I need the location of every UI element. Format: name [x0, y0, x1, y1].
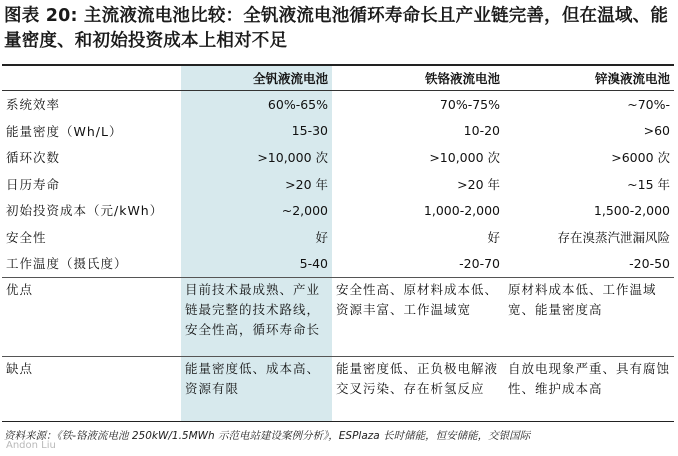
table-cell: -20-70	[332, 250, 504, 277]
row-label: 循环次数	[6, 150, 61, 166]
header-row	[2, 66, 674, 91]
table-cell: 自放电现象严重、具有腐蚀性、维护成本高	[508, 360, 671, 396]
table-cell: 好	[487, 229, 500, 245]
figure-title: 图表 20: 主流液流电池比较：全钒液流电池循环寿命长且产业链完善，但在温域、能量密度、和初始投资成本上相对不足	[4, 6, 669, 51]
table-cell: >6000 次	[611, 150, 670, 166]
row-label: 缺点	[6, 360, 34, 376]
row-label: 系统效率	[6, 97, 61, 113]
table-cell: 能量密度低、成本高、资源有限	[185, 360, 321, 396]
table-cell: ~15 年	[627, 176, 670, 192]
table-row	[2, 144, 674, 171]
comparison-table	[2, 66, 674, 421]
table-cell: 安全性高、原材料成本低、资源丰富、工作温域宽	[332, 277, 504, 356]
table-cell: 70%-75%	[439, 96, 500, 112]
table-cell: 5-40	[181, 250, 332, 277]
header-cell-empty	[2, 66, 181, 91]
header-iron-chromium: 铁铬液流电池	[332, 66, 504, 91]
table-cell: 好	[315, 229, 328, 245]
row-label: 优点	[2, 277, 181, 356]
table-cell: 15-30	[291, 123, 328, 139]
table-cell: >20 年	[457, 176, 500, 192]
table-row	[2, 118, 674, 145]
table-cell: ~70%-	[627, 96, 670, 112]
source-note: 资料来源：《铁-铬液流电池 250kW/1.5MWh 示范电站建设案例分析》，ESPlaza 长时储能，恒安储能，交银国际	[4, 430, 531, 442]
table-cell: 1,500-2,000	[593, 202, 670, 218]
table-row	[2, 250, 674, 277]
row-label: 工作温度（摄氏度）	[2, 250, 181, 277]
table-cell: >60	[643, 123, 670, 139]
table-row	[2, 171, 674, 198]
table-cell: >10,000 次	[257, 150, 328, 166]
table-cell: 10-20	[463, 123, 500, 139]
table-row	[2, 224, 674, 251]
pros-row	[2, 277, 674, 356]
table-cell: -20-50	[504, 250, 674, 277]
table-cell: 目前技术最成熟、产业链最完整的技术路线，安全性高，循环寿命长	[181, 277, 332, 356]
table-cell: 原材料成本低、工作温域宽、能量密度高	[504, 277, 674, 356]
row-label: 日历寿命	[6, 176, 61, 192]
header-vanadium: 全钒液流电池	[181, 66, 332, 91]
table-cell: >20 年	[285, 176, 328, 192]
table-cell: 存在溴蒸汽泄漏风险	[557, 229, 670, 245]
row-label: 安全性	[6, 229, 47, 245]
table-cell: 能量密度低、正负极电解液交叉污染、存在析氢反应	[336, 360, 499, 396]
row-label: 能量密度（Wh/L）	[6, 123, 123, 139]
header-zinc-bromine: 锌溴液流电池	[504, 66, 674, 91]
table-cell: >10,000 次	[429, 150, 500, 166]
cons-row	[2, 356, 674, 421]
row-label: 初始投资成本（元/kWh）	[6, 203, 164, 219]
table-cell: 1,000-2,000	[423, 202, 500, 218]
table-row	[2, 197, 674, 224]
table-cell: 60%-65%	[267, 96, 328, 112]
bottom-rule	[2, 421, 674, 422]
table-cell: ~2,000	[281, 202, 328, 218]
table-row	[2, 91, 674, 118]
watermark: Andon Liu	[6, 440, 56, 451]
